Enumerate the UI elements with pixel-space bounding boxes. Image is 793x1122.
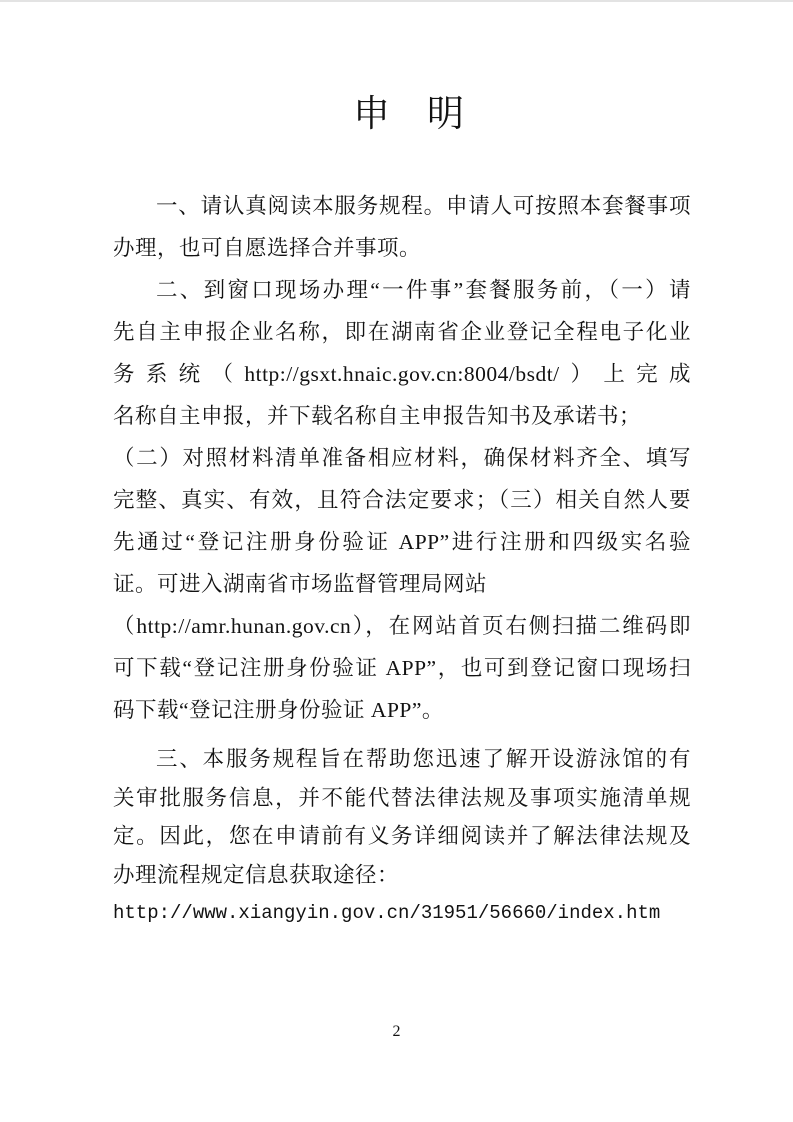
text-line: 关审批服务信息，并不能代替法律法规及事项实施清单规 — [113, 785, 691, 810]
text-line: 定。因此，您在申请前有义务详细阅读并了解法律法规及 — [113, 824, 691, 848]
text-line-with-url: （http://amr.hunan.gov.cn），在网站首页右侧扫描二维码即 — [113, 614, 691, 638]
paragraph-3 — [113, 740, 691, 894]
text-line: 完整、真实、有效，且符合法定要求；（三）相关自然人要 — [113, 488, 691, 512]
document-body — [113, 185, 691, 933]
url-line: http://www.xiangyin.gov.cn/31951/56660/index.htm — [113, 902, 661, 924]
text-line: 三、本服务规程旨在帮助您迅速了解开设游泳馆的有 — [156, 747, 691, 771]
document-page — [0, 2, 793, 1122]
paragraph-1 — [113, 185, 691, 269]
text-line: 办理，也可自愿选择合并事项。 — [113, 236, 422, 260]
text-line: 证。可进入湖南省市场监督管理局网站 — [113, 572, 488, 596]
text-line: 可下载“登记注册身份验证 APP”，也可到登记窗口现场扫 — [113, 656, 691, 680]
text-line: 二、到窗口现场办理“一件事”套餐服务前，（一）请 — [156, 278, 691, 302]
text-line: 先通过“登记注册身份验证 APP”进行注册和四级实名验 — [113, 530, 691, 554]
text-line: 名称自主申报，并下载名称自主申报告知书及承诺书； — [113, 404, 642, 428]
text-line: 码下载“登记注册身份验证 APP”。 — [113, 698, 444, 722]
text-line: （二）对照材料清单准备相应材料，确保材料齐全、填写 — [113, 446, 691, 470]
paragraph-2 — [113, 269, 691, 731]
document-title: 申 明 — [353, 94, 464, 135]
text-line: 一、请认真阅读本服务规程。申请人可按照本套餐事项 — [156, 194, 691, 218]
text-line-with-url: 务系统（http://gsxt.hnaic.gov.cn:8004/bsdt/）上完成 — [113, 362, 691, 386]
text-line: 办理流程规定信息获取途径： — [113, 862, 400, 887]
paragraph-url — [113, 894, 691, 933]
page-number: 2 — [392, 1023, 401, 1040]
text-line: 先自主申报企业名称，即在湖南省企业登记全程电子化业 — [113, 320, 691, 344]
